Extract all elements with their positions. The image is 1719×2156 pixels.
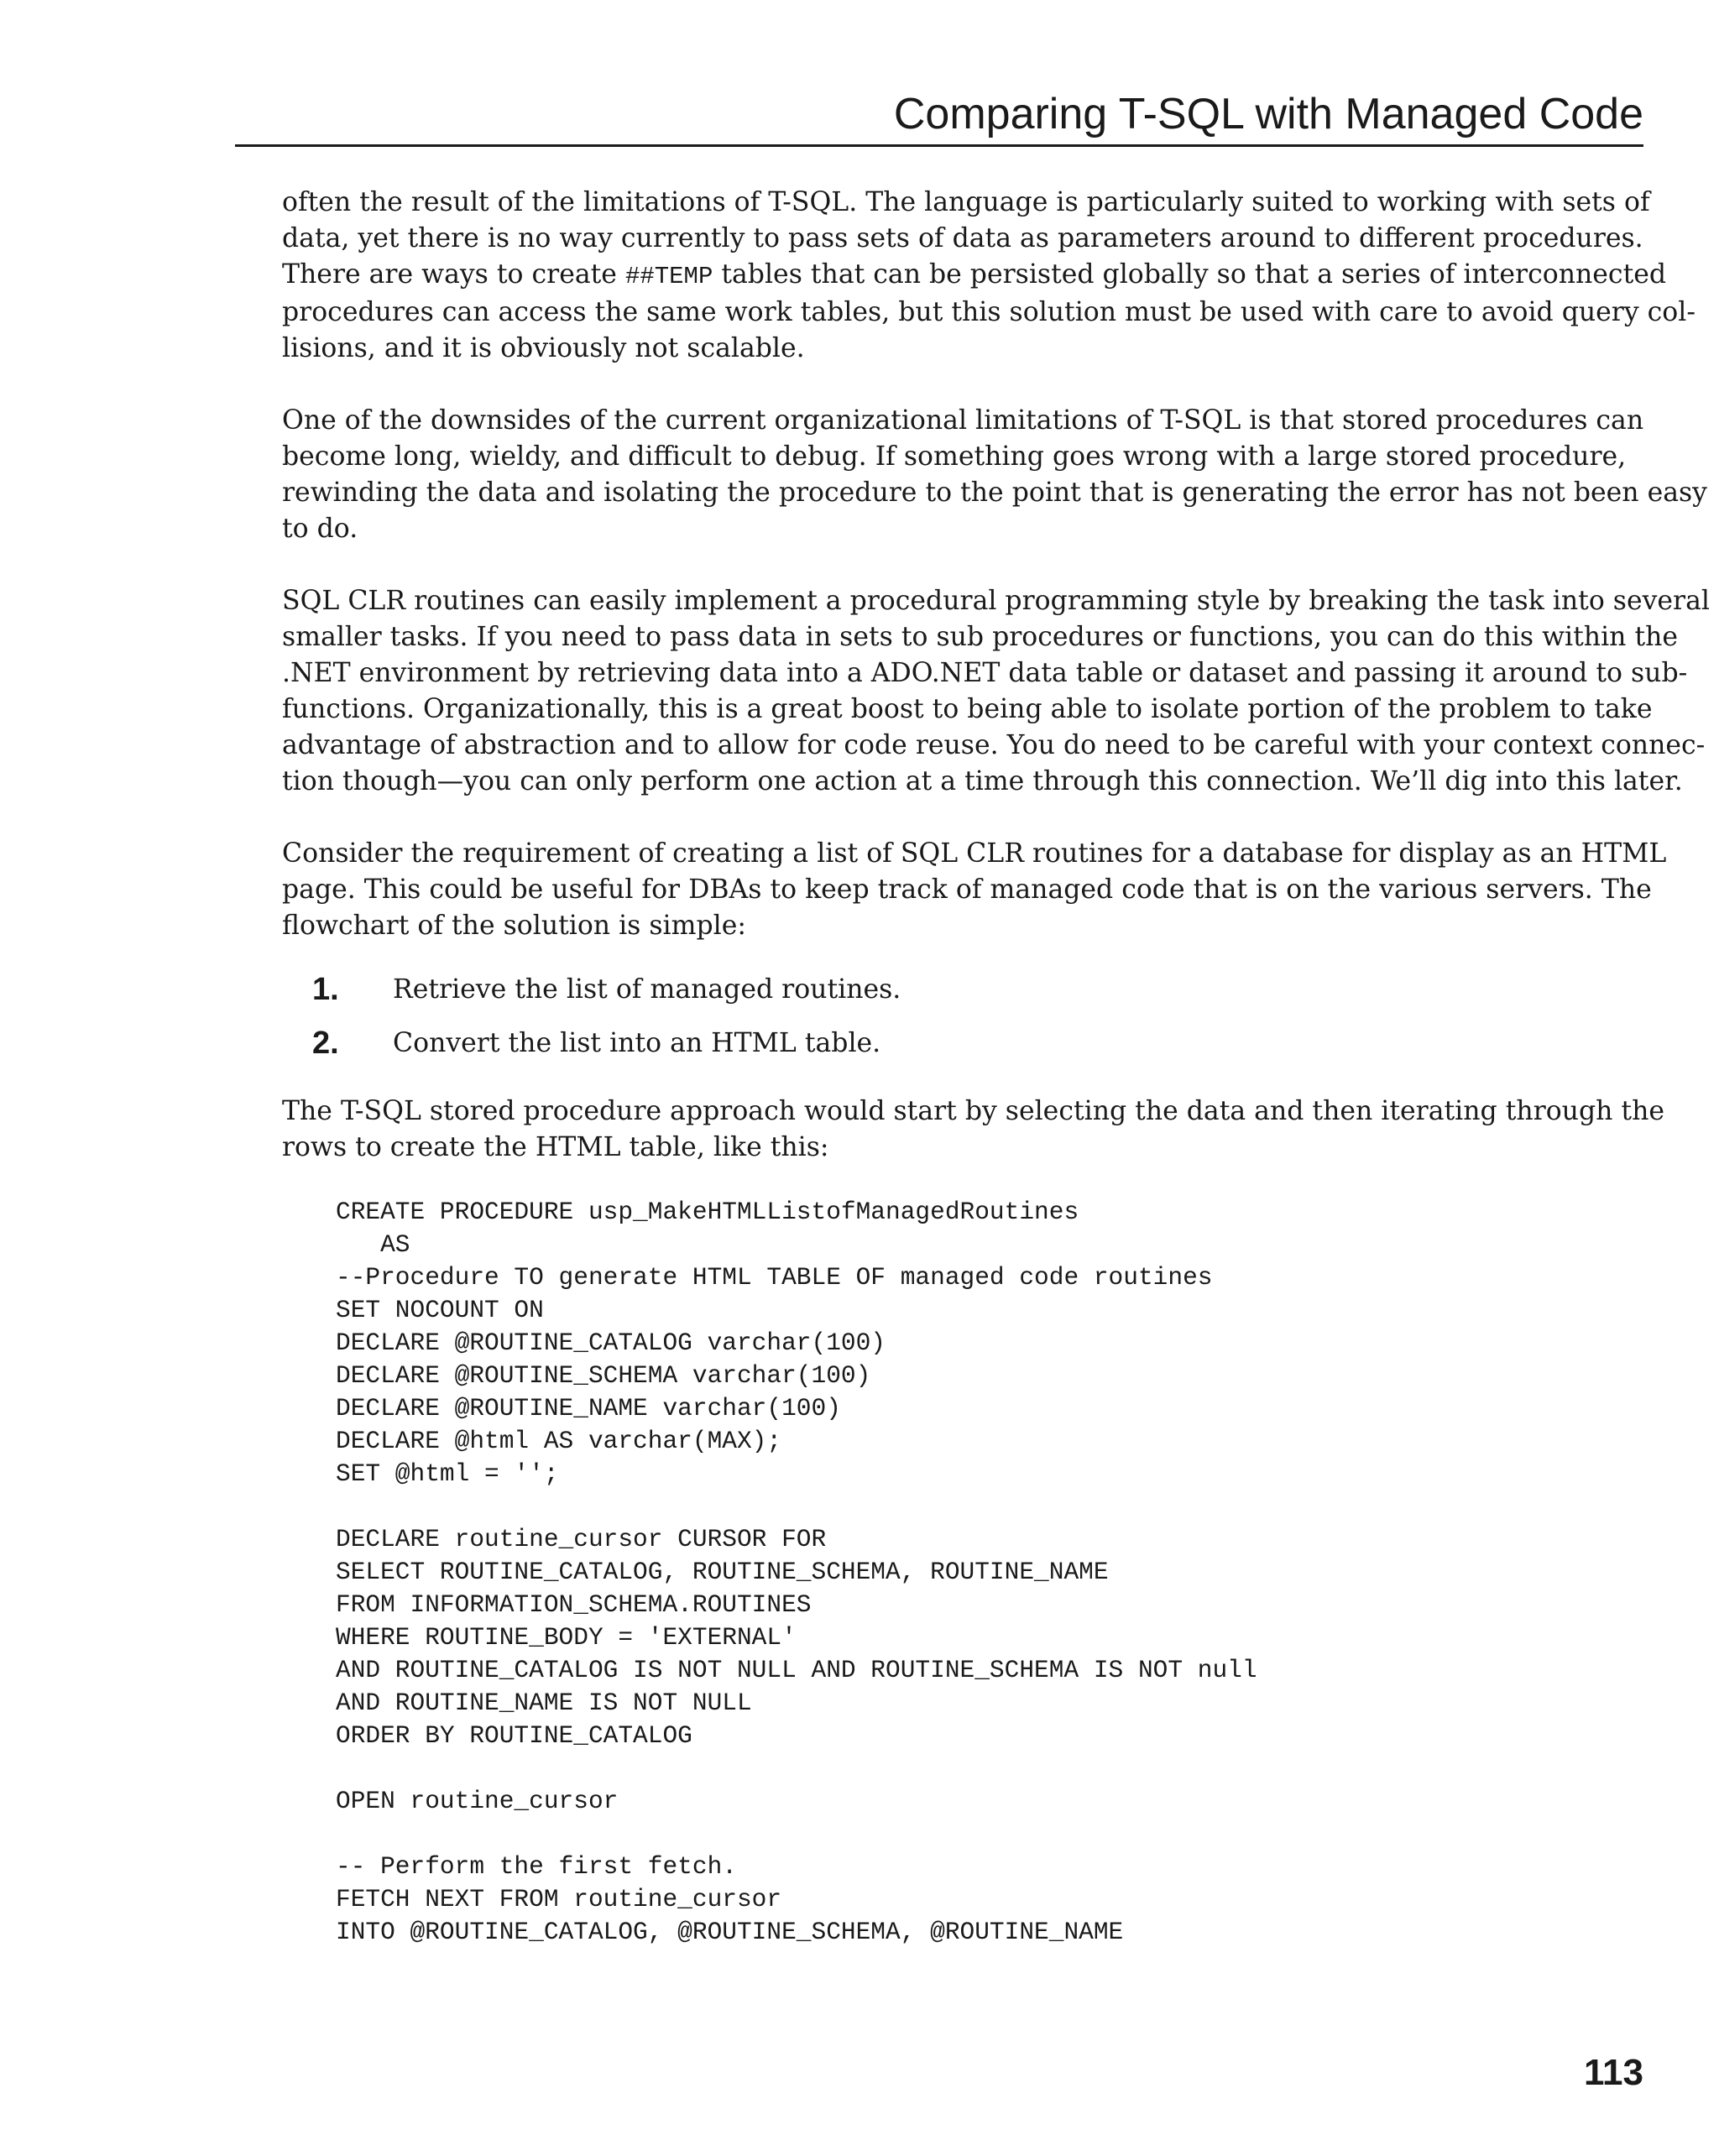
code-line: AND ROUTINE_NAME IS NOT NULL [336, 1689, 752, 1717]
text-line: to do. [282, 514, 358, 544]
text-line: One of the downsides of the current organizational limitations of T-SQL is that stored procedures can [282, 405, 1644, 436]
code-line: DECLARE routine_cursor CURSOR FOR [336, 1525, 827, 1553]
chapter-title: Comparing T-SQL with Managed Code [893, 90, 1643, 138]
code-line-blank [336, 1752, 1643, 1785]
text-line: The T-SQL stored procedure approach would start by selecting the data and then iterating through the [282, 1096, 1665, 1126]
step-number: 1. [312, 972, 339, 1007]
code-line: DECLARE @ROUTINE_SCHEMA varchar(100) [336, 1361, 871, 1390]
code-line: SELECT ROUTINE_CATALOG, ROUTINE_SCHEMA, ROUTINE_NAME [336, 1558, 1109, 1586]
text-line: become long, wieldy, and difficult to debug. If something goes wrong with a large stored procedure, [282, 441, 1627, 472]
running-head [235, 84, 1643, 147]
paragraph-4 [282, 836, 1667, 944]
page-number: 113 [1584, 2052, 1643, 2093]
paragraph-3 [282, 583, 1710, 800]
code-line: OPEN routine_cursor [336, 1787, 619, 1815]
text-run: There are ways to create [282, 259, 625, 290]
text-line: page. This could be useful for DBAs to keep track of managed code that is on the various servers. The [282, 874, 1652, 905]
text-run: tables that can be persisted globally so that a series of interconnected [713, 259, 1667, 290]
code-line: CREATE PROCEDURE usp_MakeHTMLListofManagedRoutines [336, 1198, 1079, 1226]
code-line: DECLARE @html AS varchar(MAX); [336, 1427, 782, 1455]
text-line: flowchart of the solution is simple: [282, 911, 746, 941]
text-line: .NET environment by retrieving data into a ADO.NET data table or dataset and passing it around to sub- [282, 658, 1688, 688]
step-item [282, 963, 1643, 1016]
code-line: AS [336, 1230, 410, 1259]
text-line: rows to create the HTML table, like this: [282, 1132, 829, 1162]
code-line: ORDER BY ROUTINE_CATALOG [336, 1721, 692, 1750]
text-line: procedures can access the same work tables, but this solution must be used with care to avoid query col- [282, 297, 1695, 327]
code-line: FETCH NEXT FROM routine_cursor [336, 1885, 782, 1913]
step-item [282, 1016, 1643, 1070]
code-line-blank [336, 1490, 1643, 1523]
text-line: smaller tasks. If you need to pass data in sets to sub procedures or functions, you can do this within the [282, 622, 1679, 652]
code-listing [282, 1196, 1643, 1949]
text-line: data, yet there is no way currently to pass sets of data as parameters around to different procedures. [282, 223, 1643, 253]
step-text: Retrieve the list of managed routines. [393, 974, 901, 1005]
code-line: DECLARE @ROUTINE_NAME varchar(100) [336, 1394, 841, 1423]
paragraph-1 [282, 185, 1695, 367]
code-line: -- Perform the first fetch. [336, 1852, 737, 1881]
text-line: rewinding the data and isolating the procedure to the point that is generating the error has not been easy [282, 478, 1707, 508]
step-text: Convert the list into an HTML table. [393, 1028, 881, 1058]
code-line: --Procedure TO generate HTML TABLE OF managed code routines [336, 1263, 1213, 1292]
paragraph-2 [282, 403, 1707, 547]
text-line: SQL CLR routines can easily implement a procedural programming style by breaking the task into several [282, 586, 1710, 616]
text-line: advantage of abstraction and to allow for code reuse. You do need to be careful with your context connec- [282, 730, 1706, 760]
code-line: WHERE ROUTINE_BODY = 'EXTERNAL' [336, 1623, 797, 1652]
text-line: tion though—you can only perform one action at a time through this connection. We’ll dig into this later. [282, 766, 1683, 796]
text-line: often the result of the limitations of T-SQL. The language is particularly suited to working with sets of [282, 187, 1650, 217]
code-line: SET @html = ''; [336, 1459, 559, 1488]
page-body [282, 185, 1710, 1949]
code-line: AND ROUTINE_CATALOG IS NOT NULL AND ROUTINE_SCHEMA IS NOT null [336, 1656, 1257, 1684]
text-line: lisions, and it is obviously not scalable. [282, 333, 805, 363]
code-line: FROM INFORMATION_SCHEMA.ROUTINES [336, 1590, 812, 1619]
steps-list [282, 963, 1643, 1070]
text-line [282, 257, 1667, 295]
paragraph-5 [282, 1094, 1665, 1166]
code-line: INTO @ROUTINE_CATALOG, @ROUTINE_SCHEMA, @ROUTINE_NAME [336, 1918, 1124, 1946]
text-line: Consider the requirement of creating a list of SQL CLR routines for a database for display as an HTML [282, 838, 1667, 869]
inline-code-temp: ##TEMP [624, 263, 713, 290]
text-line: functions. Organizationally, this is a great boost to being able to isolate portion of the problem to take [282, 694, 1653, 724]
code-line-blank [336, 1818, 1643, 1851]
code-line: DECLARE @ROUTINE_CATALOG varchar(100) [336, 1329, 886, 1357]
code-line: SET NOCOUNT ON [336, 1296, 544, 1324]
step-number: 2. [312, 1026, 339, 1061]
